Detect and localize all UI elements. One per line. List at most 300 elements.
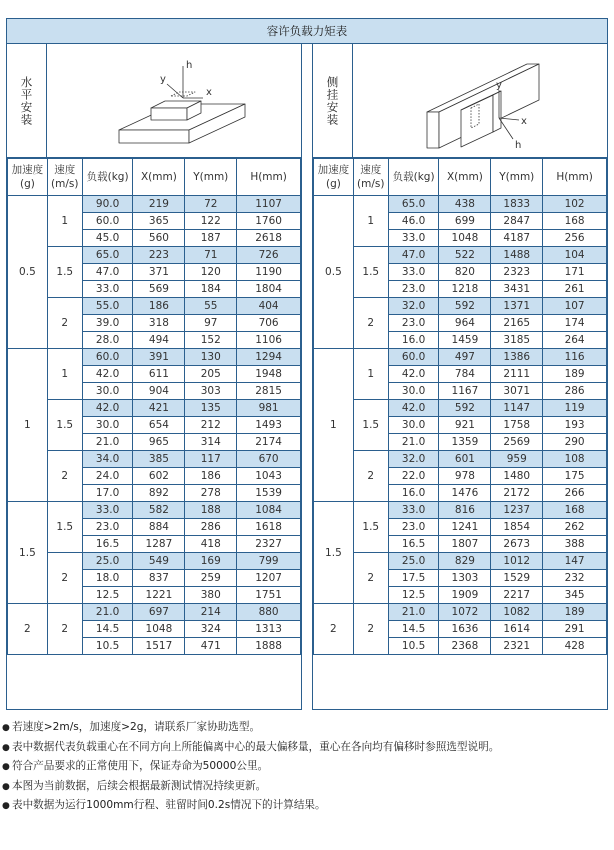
h-cell: 147 [543, 553, 607, 570]
horizontal-slide-illustration [47, 44, 301, 157]
y-cell: 186 [185, 468, 237, 485]
h-cell: 1760 [237, 213, 301, 230]
side-slide-illustration [353, 44, 607, 157]
load-cell: 33.0 [82, 281, 133, 298]
y-cell: 418 [185, 536, 237, 553]
h-cell: 981 [237, 400, 301, 417]
x-cell: 837 [133, 570, 185, 587]
side-mount-diagram [353, 44, 607, 157]
load-cell: 23.0 [388, 519, 439, 536]
speed-cell: 2 [47, 298, 82, 349]
load-cell: 17.5 [388, 570, 439, 587]
y-cell: 380 [185, 587, 237, 604]
load-cell: 39.0 [82, 315, 133, 332]
table-row [8, 298, 301, 315]
y-cell: 1480 [491, 468, 543, 485]
acceleration-cell: 2 [314, 604, 354, 655]
y-cell: 278 [185, 485, 237, 502]
y-cell: 2847 [491, 213, 543, 230]
y-cell: 55 [185, 298, 237, 315]
x-cell: 829 [439, 553, 491, 570]
load-cell: 24.0 [82, 468, 133, 485]
speed-cell: 1 [353, 349, 388, 400]
column-header: 负载(kg) [388, 159, 439, 196]
y-cell: 122 [185, 213, 237, 230]
h-cell: 1888 [237, 638, 301, 655]
speed-cell: 1.5 [353, 502, 388, 553]
load-cell: 65.0 [82, 247, 133, 264]
y-cell: 3185 [491, 332, 543, 349]
h-cell: 266 [543, 485, 607, 502]
y-cell: 1386 [491, 349, 543, 366]
column-header: H(mm) [237, 159, 301, 196]
notes-list [2, 718, 614, 816]
h-cell: 189 [543, 366, 607, 383]
x-cell: 601 [439, 451, 491, 468]
h-cell: 1493 [237, 417, 301, 434]
y-cell: 117 [185, 451, 237, 468]
h-cell: 290 [543, 434, 607, 451]
load-cell: 16.5 [82, 536, 133, 553]
table-row [314, 400, 607, 417]
table-row [8, 451, 301, 468]
load-cell: 30.0 [388, 383, 439, 400]
speed-cell: 1 [47, 196, 82, 247]
y-cell: 71 [185, 247, 237, 264]
h-cell: 1618 [237, 519, 301, 536]
h-cell: 2815 [237, 383, 301, 400]
load-cell: 42.0 [82, 400, 133, 417]
x-cell: 371 [133, 264, 185, 281]
h-cell: 119 [543, 400, 607, 417]
y-cell: 152 [185, 332, 237, 349]
load-cell: 65.0 [388, 196, 439, 213]
load-cell: 33.0 [82, 502, 133, 519]
y-cell: 1488 [491, 247, 543, 264]
load-cell: 25.0 [388, 553, 439, 570]
x-cell: 816 [439, 502, 491, 519]
table-row [314, 298, 607, 315]
x-cell: 884 [133, 519, 185, 536]
x-cell: 1636 [439, 621, 491, 638]
y-cell: 303 [185, 383, 237, 400]
h-cell: 1107 [237, 196, 301, 213]
speed-cell: 1.5 [353, 247, 388, 298]
h-cell: 193 [543, 417, 607, 434]
h-cell: 2327 [237, 536, 301, 553]
h-cell: 428 [543, 638, 607, 655]
x-cell: 560 [133, 230, 185, 247]
table-row [8, 553, 301, 570]
y-cell: 1237 [491, 502, 543, 519]
load-cell: 30.0 [82, 383, 133, 400]
x-cell: 1072 [439, 604, 491, 621]
table-title: 容许负载力矩表 [6, 18, 608, 44]
column-header: X(mm) [133, 159, 185, 196]
load-cell: 45.0 [82, 230, 133, 247]
load-cell: 42.0 [388, 366, 439, 383]
y-cell: 2165 [491, 315, 543, 332]
y-cell: 2321 [491, 638, 543, 655]
y-cell: 959 [491, 451, 543, 468]
h-cell: 1313 [237, 621, 301, 638]
y-cell: 184 [185, 281, 237, 298]
diagram-row [313, 44, 607, 158]
x-cell: 219 [133, 196, 185, 213]
table-row [314, 247, 607, 264]
h-axis-label: h [186, 60, 193, 71]
acceleration-cell: 1 [8, 349, 48, 502]
x-cell: 592 [439, 400, 491, 417]
x-cell: 438 [439, 196, 491, 213]
x-cell: 1807 [439, 536, 491, 553]
h-cell: 264 [543, 332, 607, 349]
load-cell: 42.0 [388, 400, 439, 417]
y-cell: 205 [185, 366, 237, 383]
column-header: 速度 (m/s) [47, 159, 82, 196]
x-cell: 978 [439, 468, 491, 485]
acceleration-cell: 0.5 [314, 196, 354, 349]
note-text: 表中数据为运行1000mm行程、驻留时间0.2s情况下的计算结果。 [12, 799, 326, 811]
x-cell: 1517 [133, 638, 185, 655]
load-cell: 32.0 [388, 298, 439, 315]
y-cell: 1529 [491, 570, 543, 587]
x-cell: 611 [133, 366, 185, 383]
column-header: Y(mm) [185, 159, 237, 196]
header-row [8, 159, 301, 196]
load-cell: 28.0 [82, 332, 133, 349]
speed-cell: 2 [353, 553, 388, 604]
x-cell: 964 [439, 315, 491, 332]
note-item [2, 777, 614, 797]
load-cell: 17.0 [82, 485, 133, 502]
h-cell: 1084 [237, 502, 301, 519]
y-cell: 97 [185, 315, 237, 332]
acceleration-cell: 0.5 [8, 196, 48, 349]
h-cell: 261 [543, 281, 607, 298]
x-axis-label: x [206, 87, 212, 98]
table-row [314, 196, 607, 213]
load-cell: 55.0 [82, 298, 133, 315]
h-cell: 345 [543, 587, 607, 604]
h-cell: 1190 [237, 264, 301, 281]
speed-cell: 2 [47, 451, 82, 502]
y-cell: 1012 [491, 553, 543, 570]
load-cell: 60.0 [82, 349, 133, 366]
bullet-icon: ● [2, 723, 10, 733]
load-cell: 22.0 [388, 468, 439, 485]
x-cell: 1909 [439, 587, 491, 604]
x-cell: 654 [133, 417, 185, 434]
x-cell: 318 [133, 315, 185, 332]
x-cell: 1048 [439, 230, 491, 247]
y-cell: 3071 [491, 383, 543, 400]
mount-label [313, 44, 353, 157]
bullet-icon: ● [2, 781, 10, 792]
load-cell: 42.0 [82, 366, 133, 383]
y-cell: 72 [185, 196, 237, 213]
x-cell: 186 [133, 298, 185, 315]
load-cell: 34.0 [82, 451, 133, 468]
note-item [2, 796, 614, 816]
table-row [314, 451, 607, 468]
table-row [8, 604, 301, 621]
acceleration-cell: 1.5 [314, 502, 354, 604]
y-cell: 1758 [491, 417, 543, 434]
acceleration-cell: 2 [8, 604, 48, 655]
table-row [314, 502, 607, 519]
load-cell: 16.0 [388, 485, 439, 502]
side-load-table [313, 158, 607, 655]
y-cell: 2569 [491, 434, 543, 451]
h-cell: 1106 [237, 332, 301, 349]
x-cell: 820 [439, 264, 491, 281]
load-cell: 18.0 [82, 570, 133, 587]
x-cell: 592 [439, 298, 491, 315]
h-cell: 706 [237, 315, 301, 332]
h-cell: 116 [543, 349, 607, 366]
mount-label-text: 侧挂安装 [325, 75, 340, 126]
column-header: 加速度 (g) [314, 159, 354, 196]
x-cell: 549 [133, 553, 185, 570]
h-cell: 174 [543, 315, 607, 332]
table-row [8, 196, 301, 213]
table-row [314, 553, 607, 570]
load-cell: 33.0 [388, 502, 439, 519]
h-cell: 388 [543, 536, 607, 553]
x-cell: 699 [439, 213, 491, 230]
h-cell: 1207 [237, 570, 301, 587]
load-cell: 90.0 [82, 196, 133, 213]
x-cell: 1167 [439, 383, 491, 400]
y-axis-label: y [160, 74, 166, 85]
h-cell: 168 [543, 502, 607, 519]
speed-cell: 1.5 [47, 247, 82, 298]
y-cell: 2673 [491, 536, 543, 553]
h-cell: 286 [543, 383, 607, 400]
x-cell: 697 [133, 604, 185, 621]
x-cell: 1459 [439, 332, 491, 349]
x-cell: 365 [133, 213, 185, 230]
y-cell: 2323 [491, 264, 543, 281]
acceleration-cell: 1 [314, 349, 354, 502]
y-cell: 187 [185, 230, 237, 247]
h-cell: 1043 [237, 468, 301, 485]
h-cell: 175 [543, 468, 607, 485]
h-cell: 291 [543, 621, 607, 638]
note-text: 本图为当前数据，后续会根据最新测试情况持续更新。 [12, 779, 267, 792]
x-cell: 522 [439, 247, 491, 264]
h-cell: 1294 [237, 349, 301, 366]
speed-cell: 1 [47, 349, 82, 400]
note-item [2, 718, 614, 738]
diagram-row [7, 44, 301, 158]
y-cell: 314 [185, 434, 237, 451]
h-cell: 1751 [237, 587, 301, 604]
x-cell: 223 [133, 247, 185, 264]
y-cell: 2217 [491, 587, 543, 604]
h-cell: 232 [543, 570, 607, 587]
x-cell: 904 [133, 383, 185, 400]
h-cell: 104 [543, 247, 607, 264]
column-header: 速度 (m/s) [353, 159, 388, 196]
h-axis-label: h [515, 140, 522, 151]
x-cell: 391 [133, 349, 185, 366]
speed-cell: 1.5 [47, 400, 82, 451]
column-header: Y(mm) [491, 159, 543, 196]
load-cell: 33.0 [388, 230, 439, 247]
x-cell: 1476 [439, 485, 491, 502]
speed-cell: 2 [47, 553, 82, 604]
y-cell: 3431 [491, 281, 543, 298]
x-cell: 421 [133, 400, 185, 417]
table-row [8, 502, 301, 519]
y-cell: 1147 [491, 400, 543, 417]
x-cell: 2368 [439, 638, 491, 655]
load-cell: 33.0 [388, 264, 439, 281]
x-cell: 1218 [439, 281, 491, 298]
x-cell: 602 [133, 468, 185, 485]
load-cell: 10.5 [388, 638, 439, 655]
load-cell: 21.0 [82, 604, 133, 621]
y-cell: 1833 [491, 196, 543, 213]
y-cell: 188 [185, 502, 237, 519]
y-cell: 2172 [491, 485, 543, 502]
x-cell: 385 [133, 451, 185, 468]
load-cell: 16.5 [388, 536, 439, 553]
speed-cell: 2 [353, 451, 388, 502]
speed-cell: 2 [353, 604, 388, 655]
load-cell: 23.0 [388, 281, 439, 298]
load-cell: 10.5 [82, 638, 133, 655]
load-cell: 16.0 [388, 332, 439, 349]
column-header: H(mm) [543, 159, 607, 196]
x-cell: 1221 [133, 587, 185, 604]
x-cell: 1048 [133, 621, 185, 638]
column-header: 负载(kg) [82, 159, 133, 196]
y-cell: 259 [185, 570, 237, 587]
load-cell: 46.0 [388, 213, 439, 230]
bullet-icon: ● [2, 742, 10, 753]
load-cell: 30.0 [82, 417, 133, 434]
h-cell: 102 [543, 196, 607, 213]
x-cell: 569 [133, 281, 185, 298]
y-cell: 169 [185, 553, 237, 570]
table-row [314, 349, 607, 366]
y-cell: 1854 [491, 519, 543, 536]
acceleration-cell: 1.5 [8, 502, 48, 604]
x-cell: 497 [439, 349, 491, 366]
h-cell: 1804 [237, 281, 301, 298]
y-cell: 2111 [491, 366, 543, 383]
table-row [8, 247, 301, 264]
load-cell: 12.5 [388, 587, 439, 604]
load-cell: 60.0 [388, 349, 439, 366]
horizontal-load-table [7, 158, 301, 655]
load-cell: 21.0 [388, 604, 439, 621]
header-row [314, 159, 607, 196]
y-cell: 4187 [491, 230, 543, 247]
side-mount-panel [312, 44, 608, 710]
x-cell: 582 [133, 502, 185, 519]
speed-cell: 1.5 [47, 502, 82, 553]
load-cell: 32.0 [388, 451, 439, 468]
x-cell: 1241 [439, 519, 491, 536]
y-cell: 324 [185, 621, 237, 638]
h-cell: 1539 [237, 485, 301, 502]
x-cell: 1359 [439, 434, 491, 451]
load-cell: 60.0 [82, 213, 133, 230]
h-cell: 108 [543, 451, 607, 468]
note-text: 符合产品要求的正常使用下，保证寿命为50000公里。 [12, 760, 269, 772]
bullet-icon: ● [2, 801, 10, 811]
speed-cell: 1 [353, 196, 388, 247]
load-cell: 25.0 [82, 553, 133, 570]
table-row [314, 604, 607, 621]
bullet-icon: ● [2, 762, 10, 772]
y-cell: 286 [185, 519, 237, 536]
h-cell: 107 [543, 298, 607, 315]
h-cell: 2174 [237, 434, 301, 451]
y-cell: 120 [185, 264, 237, 281]
load-cell: 30.0 [388, 417, 439, 434]
h-cell: 799 [237, 553, 301, 570]
horizontal-mount-panel [6, 44, 302, 710]
table-row [8, 349, 301, 366]
h-cell: 2618 [237, 230, 301, 247]
y-cell: 135 [185, 400, 237, 417]
h-cell: 670 [237, 451, 301, 468]
y-cell: 214 [185, 604, 237, 621]
load-cell: 23.0 [388, 315, 439, 332]
y-cell: 1371 [491, 298, 543, 315]
h-cell: 189 [543, 604, 607, 621]
speed-cell: 1.5 [353, 400, 388, 451]
mount-label [7, 44, 47, 157]
h-cell: 880 [237, 604, 301, 621]
note-text: 若速度>2m/s，加速度>2g，请联系厂家协助选型。 [12, 721, 261, 733]
x-cell: 892 [133, 485, 185, 502]
mount-label-text: 水平安装 [19, 75, 34, 126]
x-cell: 1287 [133, 536, 185, 553]
y-axis-label: y [496, 80, 502, 91]
x-cell: 921 [439, 417, 491, 434]
note-item [2, 738, 614, 758]
note-item [2, 757, 614, 777]
y-cell: 130 [185, 349, 237, 366]
load-cell: 12.5 [82, 587, 133, 604]
x-cell: 784 [439, 366, 491, 383]
h-cell: 168 [543, 213, 607, 230]
h-cell: 171 [543, 264, 607, 281]
x-cell: 965 [133, 434, 185, 451]
h-cell: 404 [237, 298, 301, 315]
speed-cell: 2 [353, 298, 388, 349]
h-cell: 262 [543, 519, 607, 536]
y-cell: 1614 [491, 621, 543, 638]
y-cell: 1082 [491, 604, 543, 621]
load-cell: 47.0 [82, 264, 133, 281]
load-cell: 47.0 [388, 247, 439, 264]
load-cell: 14.5 [82, 621, 133, 638]
load-cell: 23.0 [82, 519, 133, 536]
note-text: 表中数据代表负载重心在不同方向上所能偏离中心的最大偏移量，重心在各向均有偏移时参照选型说明。 [12, 740, 500, 753]
x-axis-label: x [521, 116, 527, 127]
load-cell: 21.0 [82, 434, 133, 451]
speed-cell: 2 [47, 604, 82, 655]
x-cell: 1303 [439, 570, 491, 587]
h-cell: 726 [237, 247, 301, 264]
